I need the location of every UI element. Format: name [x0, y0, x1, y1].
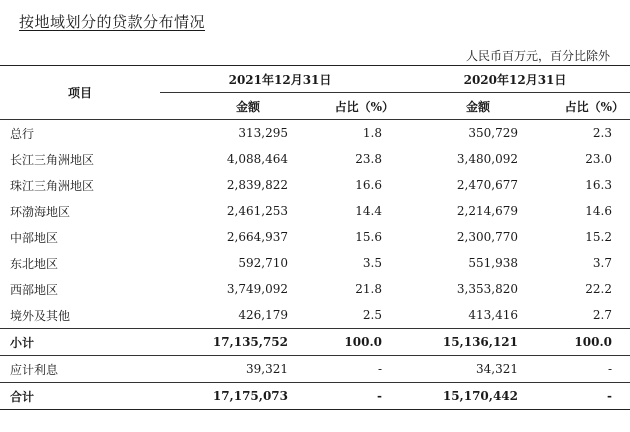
row-name: 环渤海地区 — [10, 204, 71, 219]
unit-note: 人民币百万元，百分比除外 — [465, 49, 610, 63]
table-row — [0, 302, 630, 329]
total-ratio-2020: - — [607, 389, 612, 403]
table-row — [0, 198, 630, 224]
interest-row — [0, 356, 630, 383]
table-row — [0, 120, 630, 147]
row-ratio-2020: 2.3 — [592, 126, 612, 140]
table-row — [0, 172, 630, 198]
row-name: 长江三角洲地区 — [10, 152, 95, 167]
interest-ratio-2020: - — [607, 362, 612, 376]
row-name: 境外及其他 — [10, 308, 71, 323]
subtotal-ratio-2021: 100.0 — [344, 335, 382, 349]
header-item: 项目 — [0, 66, 160, 120]
row-ratio-2021: 15.6 — [355, 230, 382, 244]
row-ratio-2020: 3.7 — [592, 256, 612, 270]
row-name: 西部地区 — [10, 282, 59, 297]
header-amount-2021: 金额 — [160, 93, 290, 120]
row-amount-2020: 3,353,820 — [456, 282, 518, 296]
row-amount-2021: 2,461,253 — [226, 204, 288, 218]
row-ratio-2021: 14.4 — [355, 204, 382, 218]
interest-ratio-2021: - — [377, 362, 382, 376]
row-ratio-2021: 2.5 — [362, 308, 382, 322]
subtotal-amount-2021: 17,135,752 — [212, 335, 288, 349]
row-amount-2020: 413,416 — [468, 308, 518, 322]
interest-amount-2020: 34,321 — [476, 362, 518, 376]
row-amount-2021: 426,179 — [238, 308, 288, 322]
row-ratio-2020: 22.2 — [585, 282, 612, 296]
row-name: 中部地区 — [10, 230, 59, 245]
row-amount-2021: 2,664,937 — [226, 230, 288, 244]
row-name: 珠江三角洲地区 — [10, 178, 95, 193]
row-amount-2020: 551,938 — [468, 256, 518, 270]
subtotal-ratio-2020: 100.0 — [574, 335, 612, 349]
row-amount-2021: 2,839,822 — [226, 178, 288, 192]
row-ratio-2021: 23.8 — [355, 152, 382, 166]
table-row — [0, 250, 630, 276]
total-amount-2020: 15,170,442 — [442, 389, 518, 403]
subtotal-amount-2020: 15,136,121 — [442, 335, 518, 349]
row-name: 东北地区 — [10, 256, 59, 271]
subtotal-row — [0, 329, 630, 356]
interest-name: 应计利息 — [10, 362, 59, 377]
row-amount-2020: 2,214,679 — [456, 204, 518, 218]
row-amount-2021: 3,749,092 — [226, 282, 288, 296]
row-ratio-2020: 16.3 — [585, 178, 612, 192]
row-ratio-2020: 23.0 — [585, 152, 612, 166]
row-amount-2020: 350,729 — [468, 126, 518, 140]
table-row — [0, 276, 630, 302]
row-name: 总行 — [10, 126, 35, 141]
total-amount-2021: 17,175,073 — [212, 389, 288, 403]
subtotal-name: 小计 — [10, 335, 35, 350]
row-amount-2020: 3,480,092 — [456, 152, 518, 166]
header-ratio-2021: 占比（%） — [290, 93, 400, 120]
row-amount-2021: 4,088,464 — [226, 152, 288, 166]
table-row — [0, 146, 630, 172]
total-name: 合计 — [10, 389, 35, 404]
row-ratio-2021: 3.5 — [362, 256, 382, 270]
page-title: 按地域划分的贷款分布情况 — [19, 13, 206, 31]
row-amount-2021: 592,710 — [238, 256, 288, 270]
row-amount-2020: 2,300,770 — [456, 230, 518, 244]
table-row — [0, 224, 630, 250]
header-period-2020: 2020年12月31日 — [400, 66, 630, 93]
row-amount-2020: 2,470,677 — [456, 178, 518, 192]
row-ratio-2021: 16.6 — [355, 178, 382, 192]
header-period-2021: 2021年12月31日 — [160, 66, 400, 93]
row-ratio-2020: 14.6 — [585, 204, 612, 218]
total-row — [0, 383, 630, 410]
row-ratio-2020: 2.7 — [592, 308, 612, 322]
header-ratio-2020: 占比（%） — [520, 93, 630, 120]
row-amount-2021: 313,295 — [238, 126, 288, 140]
total-ratio-2021: - — [377, 389, 382, 403]
row-ratio-2021: 21.8 — [355, 282, 382, 296]
row-ratio-2021: 1.8 — [362, 126, 382, 140]
row-ratio-2020: 15.2 — [585, 230, 612, 244]
header-row-periods — [0, 66, 630, 93]
loan-distribution-table — [0, 65, 630, 410]
interest-amount-2021: 39,321 — [246, 362, 288, 376]
header-amount-2020: 金额 — [400, 93, 520, 120]
